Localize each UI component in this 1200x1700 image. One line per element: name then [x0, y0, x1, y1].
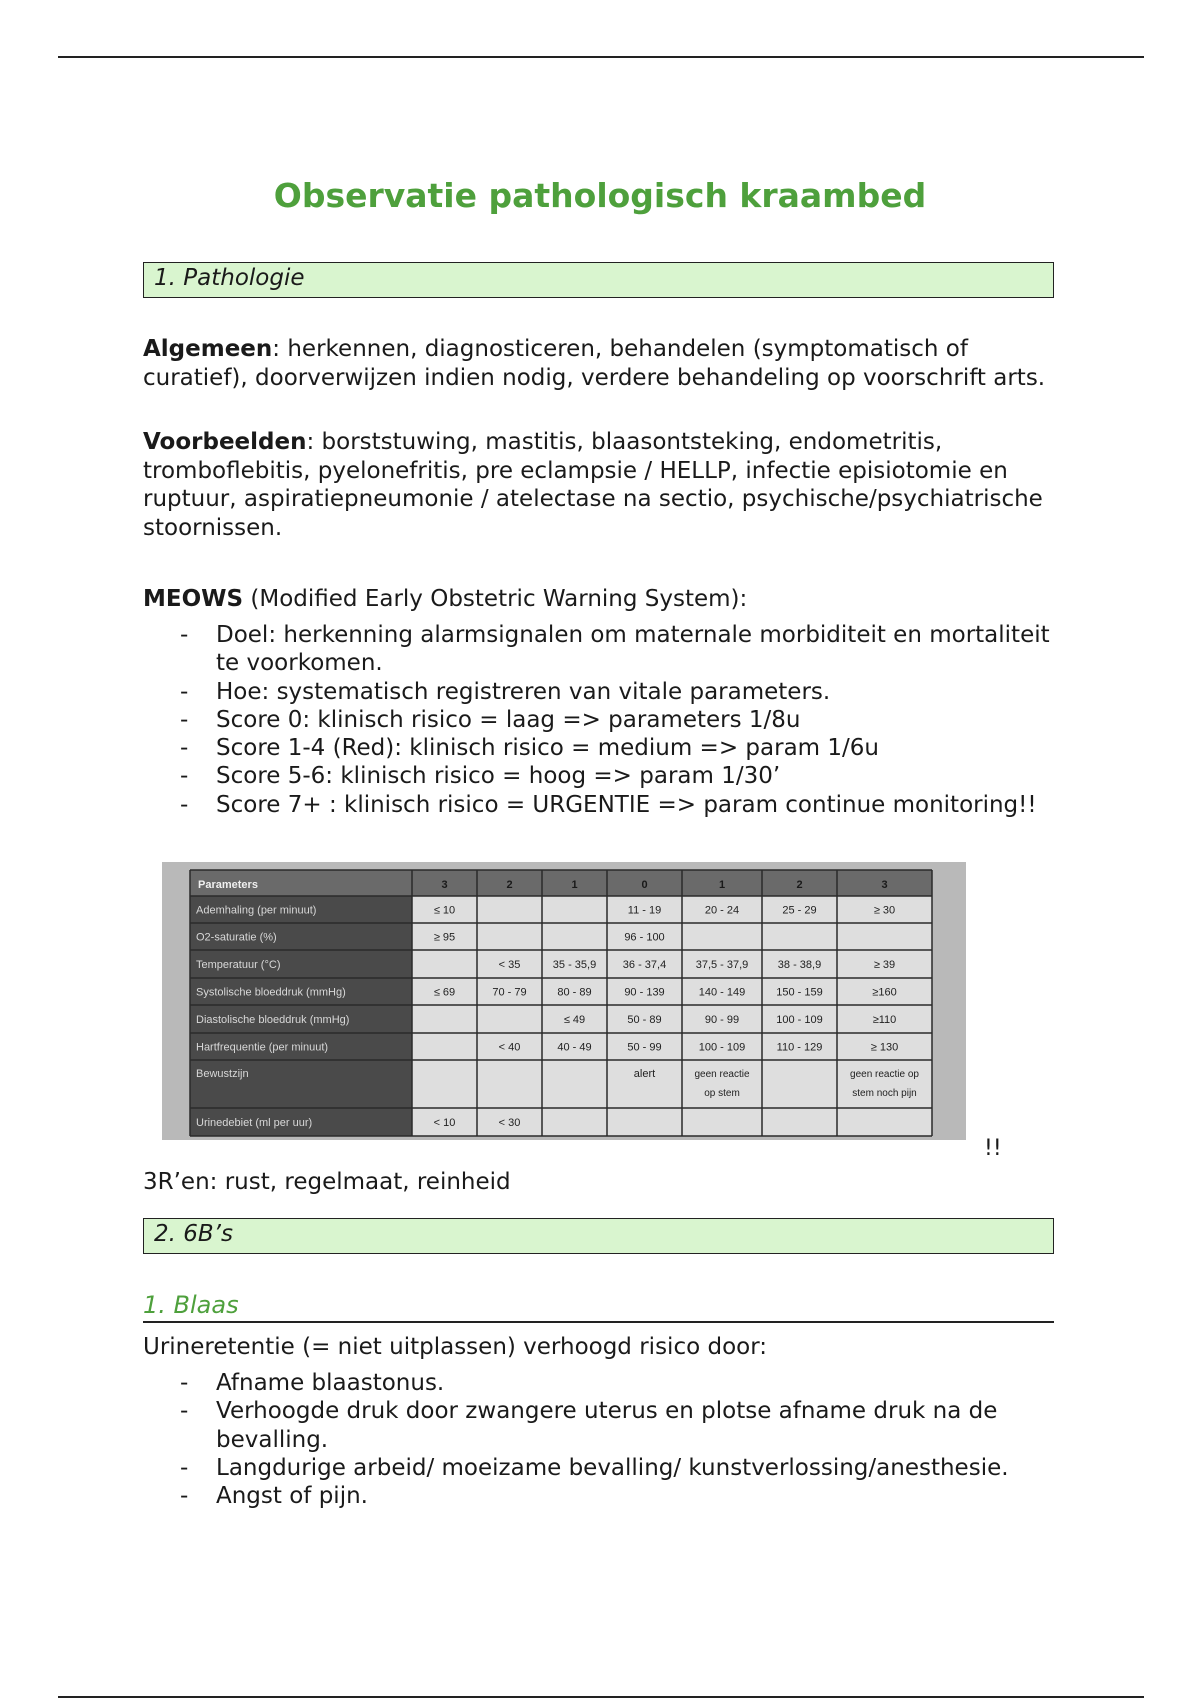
- table-cell: ≥110: [872, 1014, 897, 1026]
- term-algemeen: Algemeen: [143, 336, 273, 362]
- term-voorbeelden: Voorbeelden: [143, 429, 307, 455]
- table-cell: ≤ 69: [433, 986, 456, 999]
- algemeen-text: : herkennen, diagnosticeren, behandelen (symptomatisch of curatief), doorverwijzen indien nodig, verdere behandeling op voorschrift arts.: [143, 336, 1046, 391]
- table-header-cell: 3: [441, 879, 448, 891]
- exclaim-note: !!: [984, 1136, 1002, 1161]
- table-cell: 11 - 19: [627, 904, 662, 917]
- table-header-bg: [190, 870, 932, 896]
- table-cell: ≥ 39: [873, 959, 896, 971]
- table-header-cell: 2: [796, 879, 803, 891]
- paragraph-algemeen: [143, 335, 1073, 392]
- table-cell: 96 - 100: [624, 931, 665, 944]
- table-param-label: O2-saturatie (%): [196, 931, 277, 944]
- term-meows: MEOWS: [143, 586, 244, 612]
- table-cell: < 35: [498, 959, 521, 971]
- table-cell: 90 - 139: [624, 986, 665, 999]
- table-cell: ≥160: [872, 986, 897, 999]
- table-param-label: Temperatuur (°C): [196, 959, 281, 971]
- paragraph-voorbeelden: [143, 428, 1073, 542]
- table-param-label: Diastolische bloeddruk (mmHg): [196, 1014, 350, 1026]
- table-cell: 25 - 29: [782, 904, 817, 917]
- table-header-cell: 1: [571, 879, 578, 891]
- paragraph-blaas-intro: Urineretentie (= niet uitplassen) verhoogd risico door:: [143, 1334, 768, 1360]
- list-item: - Angst of pijn.: [143, 1482, 1073, 1510]
- table-cell: 80 - 89: [557, 986, 592, 999]
- table-cell: ≥ 30: [873, 904, 896, 917]
- table-cell: 90 - 99: [704, 1014, 740, 1026]
- section-heading-6bs: 2. 6B’s: [143, 1218, 1054, 1254]
- table-cell: stem noch pijn: [852, 1088, 917, 1099]
- table-param-label: Ademhaling (per minuut): [196, 904, 317, 917]
- table-param-label: Bewustzijn: [196, 1068, 249, 1080]
- table-param-label: Systolische bloeddruk (mmHg): [196, 986, 346, 999]
- list-item: - Langdurige arbeid/ moeizame bevalling/ kunstverlossing/anesthesie.: [143, 1454, 1073, 1482]
- table-param-label: Hartfrequentie (per minuut): [196, 1041, 329, 1054]
- table-cell: < 40: [498, 1041, 521, 1054]
- footer-rule: [58, 1696, 1144, 1698]
- page-title: Observatie pathologisch kraambed: [273, 176, 927, 215]
- table-cell: 37,5 - 37,9: [695, 959, 749, 971]
- table-param-label: Urinedebiet (ml per uur): [196, 1117, 313, 1129]
- table-cell: 70 - 79: [492, 986, 527, 999]
- list-item: - Score 5-6: klinisch risico = hoog => param 1/30’: [143, 762, 1073, 790]
- table-cell: ≤ 49: [563, 1014, 586, 1026]
- table-cell: geen reactie: [694, 1069, 750, 1080]
- table-cell: 35 - 35,9: [552, 959, 597, 971]
- table-header-cell: 1: [718, 879, 726, 891]
- table-cell: ≥ 95: [433, 931, 456, 944]
- table-header-cell: 3: [881, 879, 888, 891]
- table-cell: 50 - 89: [627, 1014, 662, 1026]
- table-cell: 20 - 24: [704, 904, 740, 917]
- table-cell: geen reactie op: [850, 1069, 919, 1080]
- table-cell: alert: [633, 1068, 656, 1080]
- table-cell: < 10: [433, 1117, 456, 1129]
- table-cell: op stem: [704, 1088, 740, 1099]
- table-cell: 100 - 109: [776, 1014, 823, 1026]
- meows-text: (Modified Early Obstetric Warning System):: [243, 586, 748, 612]
- table-cell: 100 - 109: [698, 1041, 746, 1054]
- table-cell: < 30: [498, 1117, 521, 1129]
- list-item: - Score 7+ : klinisch risico = URGENTIE => param continue monitoring!!: [143, 791, 1073, 819]
- table-cell: 36 - 37,4: [622, 959, 667, 971]
- meows-table: [162, 862, 966, 1140]
- list-item: - Score 1-4 (Red): klinisch risico = medium => param 1/6u: [143, 734, 1073, 762]
- table-cell: 40 - 49: [557, 1041, 592, 1054]
- table-cell: ≥ 130: [870, 1041, 899, 1054]
- list-item: - Verhoogde druk door zwangere uterus en plotse afname druk na de bevalling.: [143, 1397, 1073, 1454]
- table-body-bg: [412, 896, 932, 1136]
- table-header-cell: 0: [641, 879, 648, 891]
- table-cell: 140 - 149: [698, 986, 746, 999]
- list-item: - Score 0: klinisch risico = laag => parameters 1/8u: [143, 706, 1073, 734]
- blaas-list: [143, 1369, 1073, 1510]
- table-cell: ≤ 10: [433, 904, 456, 917]
- table-cell: 50 - 99: [627, 1041, 662, 1054]
- list-item: - Hoe: systematisch registreren van vitale parameters.: [143, 678, 1073, 706]
- table-cell: 38 - 38,9: [777, 959, 822, 971]
- table-cell: 150 - 159: [776, 986, 823, 999]
- meows-table-image: [162, 862, 966, 1140]
- meows-list: [143, 621, 1073, 819]
- table-header-cell: Parameters: [198, 879, 258, 891]
- header-rule: [58, 56, 1144, 58]
- table-cell: 110 - 129: [776, 1041, 823, 1054]
- section-heading-pathologie: 1. Pathologie: [143, 262, 1054, 298]
- subheading-blaas: 1. Blaas: [143, 1291, 1054, 1323]
- paragraph-meows: [143, 585, 1073, 614]
- list-item: - Doel: herkenning alarmsignalen om maternale morbiditeit en mortaliteit te voorkomen.: [143, 621, 1073, 678]
- list-item: - Afname blaastonus.: [143, 1369, 1073, 1397]
- paragraph-3r: 3R’en: rust, regelmaat, reinheid: [143, 1169, 511, 1195]
- voorbeelden-text: : borststuwing, mastitis, blaasontsteking, endometritis, tromboflebitis, pyelonefritis, pre eclampsie / HELLP, infectie episiotomie en ruptuur, aspiratiepneumonie / atelectase na sectio, psychische/psychiatrische stoornissen.: [143, 429, 1043, 541]
- table-header-cell: 2: [506, 879, 513, 891]
